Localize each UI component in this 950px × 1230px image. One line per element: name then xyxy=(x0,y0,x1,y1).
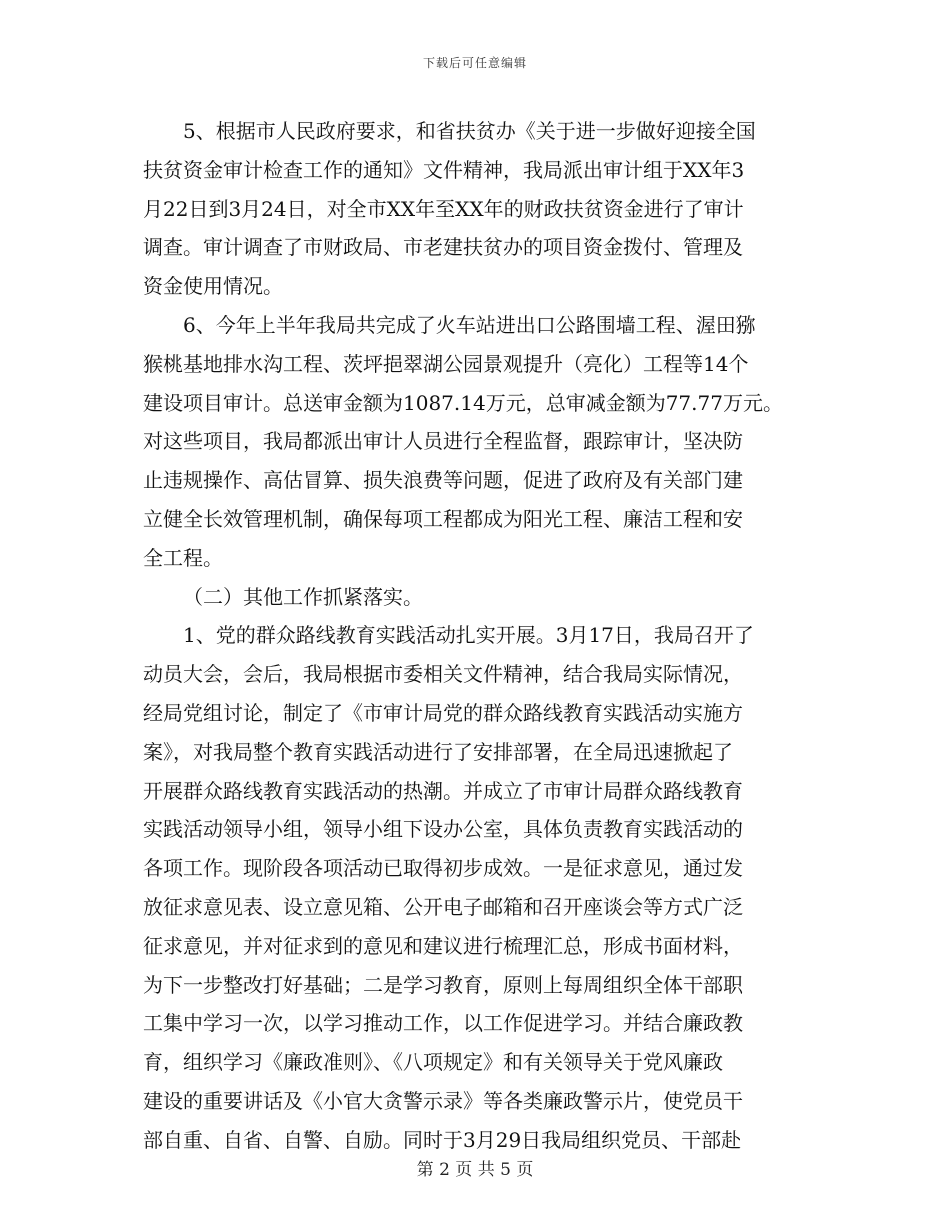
paragraph-line: 扶贫资金审计检查工作的通知》文件精神，我局派出审计组于XX年3 xyxy=(143,157,745,182)
paragraph-line: 1、党的群众路线教育实践活动扎实开展。3月17日，我局召开了 xyxy=(183,623,754,648)
paragraph-line: 5、根据市人民政府要求，和省扶贫办《关于进一步做好迎接全国 xyxy=(183,119,756,143)
paragraph-line: 各项工作。现阶段各项活动已取得初步成效。一是征求意见，通过发 xyxy=(143,856,743,881)
paragraph-line: 开展群众路线教育实践活动的热潮。并成立了市审计局群众路线教育 xyxy=(143,778,743,803)
paragraph-line: 放征求意见表、设立意见箱、公开电子邮箱和召开座谈会等方式广泛 xyxy=(143,894,743,919)
page-number-footer: 第 2 页 共 5 页 xyxy=(416,1160,534,1180)
paragraph-line: 动员大会，会后，我局根据市委相关文件精神，结合我局实际情况， xyxy=(143,662,743,687)
paragraph-line: 工集中学习一次，以学习推动工作，以工作促进学习。并结合廉政教 xyxy=(143,1011,743,1036)
document-body xyxy=(143,112,843,1160)
paragraph-line: 育，组织学习《廉政准则》、《八项规定》和有关领导关于党风廉政 xyxy=(143,1050,723,1075)
paragraph-line: 案》，对我局整个教育实践活动进行了安排部署，在全局迅速掀起了 xyxy=(143,739,733,764)
paragraph-line: 建设的重要讲话及《小官大贪警示录》等各类廉政警示片，使党员干 xyxy=(143,1088,743,1113)
paragraph-line: 为下一步整改打好基础；二是学习教育，原则上每周组织全体干部职 xyxy=(143,972,743,997)
section-heading: （二）其他工作抓紧落实。 xyxy=(183,584,423,609)
paragraph-line: 建设项目审计。总送审金额为1087.14万元，总审减金额为77.77万元。 xyxy=(143,390,783,415)
paragraph-line: 猴桃基地排水沟工程、茨坪挹翠湖公园景观提升（亮化）工程等14个 xyxy=(143,351,749,376)
paragraph-line: 部自重、自省、自警、自励。同时于3月29日我局组织党员、干部赴 xyxy=(143,1127,742,1152)
paragraph-line: 6、今年上半年我局共完成了火车站进出口公路围墙工程、渥田猕 xyxy=(183,312,756,337)
paragraph-line: 止违规操作、高估冒算、损失浪费等问题，促进了政府及有关部门建 xyxy=(143,468,743,493)
paragraph-line: 全工程。 xyxy=(143,545,223,570)
page-header-note: 下载后可任意编辑 xyxy=(422,56,527,70)
paragraph-line: 对这些项目，我局都派出审计人员进行全程监督，跟踪审计，坚决防 xyxy=(143,429,743,454)
paragraph-line: 实践活动领导小组，领导小组下设办公室，具体负责教育实践活动的 xyxy=(143,817,743,842)
paragraph-line: 经局党组讨论，制定了《市审计局党的群众路线教育实践活动实施方 xyxy=(143,700,743,725)
paragraph-line: 资金使用情况。 xyxy=(143,274,283,299)
paragraph-line: 月22日到3月24日，对全市XX年至XX年的财政扶贫资金进行了审计 xyxy=(143,196,744,221)
paragraph-line: 征求意见，并对征求到的意见和建议进行梳理汇总，形成书面材料， xyxy=(143,933,743,958)
paragraph-line: 立健全长效管理机制，确保每项工程都成为阳光工程、廉洁工程和安 xyxy=(143,506,743,531)
paragraph-line: 调查。审计调查了市财政局、市老建扶贫办的项目资金拨付、管理及 xyxy=(143,235,743,260)
